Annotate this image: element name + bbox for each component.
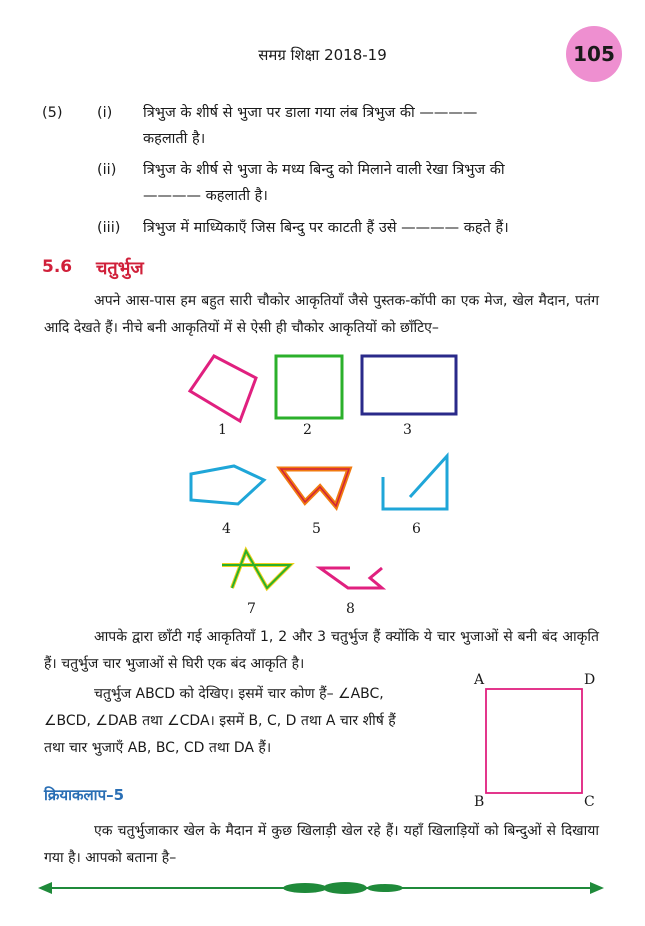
- section-title: चतुर्भुज: [96, 258, 144, 279]
- figure-label: 7: [247, 601, 256, 617]
- intro-paragraph: अपने आस-पास हम बहुत सारी चौकोर आकृतियाँ जैसे पुस्तक-कॉपी का एक मेज, खेल मैदान, पतंग आदि देखते हैं। नीचे बनी आकृतियों में से ऐसी ही चौकोर आकृतियों को छाँटिए–: [44, 293, 599, 336]
- shape-2: [276, 356, 342, 418]
- figure-label: 6: [412, 521, 421, 537]
- item-text-line: त्रिभुज के शीर्ष से भुजा पर डाला गया लंब त्रिभुज की ————: [143, 105, 478, 121]
- vertex-label-c: C: [584, 794, 595, 810]
- item-label: (iii): [97, 220, 121, 236]
- figure-label: 5: [312, 521, 321, 537]
- explanation-line: चतुर्भुज ABCD को देखिए। इसमें चार कोण हैं– ∠ABC,: [94, 686, 384, 702]
- shape-6: [383, 456, 447, 509]
- item-text-line: कहलाती है।: [143, 131, 206, 147]
- shape-8: [320, 568, 382, 588]
- shape-5: [281, 469, 349, 506]
- shape-4: [191, 466, 264, 504]
- figure-label: 4: [222, 521, 231, 537]
- running-header: समग्र शिक्षा 2018-19: [258, 46, 387, 64]
- page-number-badge: 105: [566, 26, 622, 82]
- explanation-line: तथा चार भुजाएँ AB, BC, CD तथा DA हैं।: [44, 740, 272, 756]
- explanation-paragraph: आपके द्वारा छाँटी गई आकृतियाँ 1, 2 और 3 चतुर्भुज हैं क्योंकि ये चार भुजाओं से बनी बंद आकृति हैं। चतुर्भुज चार भुजाओं से घिरी एक बंद आकृति है।: [44, 629, 599, 672]
- shape-1: [190, 356, 256, 421]
- footer-divider: [38, 882, 604, 894]
- item-label: (ii): [97, 162, 117, 178]
- question-number: (5): [42, 105, 63, 121]
- figure-label: 3: [403, 422, 412, 438]
- activity-paragraph: एक चतुर्भुजाकार खेल के मैदान में कुछ खिलाड़ी खेल रहे हैं। यहाँ खिलाड़ियों को बिन्दुओं से दिखाया गया है। आपको बताना है–: [44, 823, 599, 866]
- shape-3: [362, 356, 456, 414]
- figure-label: 8: [346, 601, 355, 617]
- figure-label: 1: [218, 422, 227, 438]
- item-text-line: त्रिभुज में माध्यिकाएँ जिस बिन्दु पर काटती हैं उसे ———— कहते हैं।: [143, 220, 509, 236]
- section-number: 5.6: [42, 257, 73, 277]
- figure-label: 2: [303, 422, 312, 438]
- item-text-line: त्रिभुज के शीर्ष से भुजा के मध्य बिन्दु को मिलाने वाली रेखा त्रिभुज की: [143, 162, 505, 178]
- item-text-line: ———— कहलाती है।: [143, 188, 268, 204]
- explanation-line: ∠BCD, ∠DAB तथा ∠CDA। इसमें B, C, D तथा A चार शीर्ष हैं: [44, 713, 396, 729]
- item-label: (i): [97, 105, 113, 121]
- vertex-label-b: B: [474, 794, 485, 810]
- activity-title: क्रियाकलाप–5: [44, 786, 125, 804]
- square-abcd: [486, 689, 582, 793]
- vertex-label-d: D: [584, 672, 596, 688]
- vertex-label-a: A: [474, 672, 485, 688]
